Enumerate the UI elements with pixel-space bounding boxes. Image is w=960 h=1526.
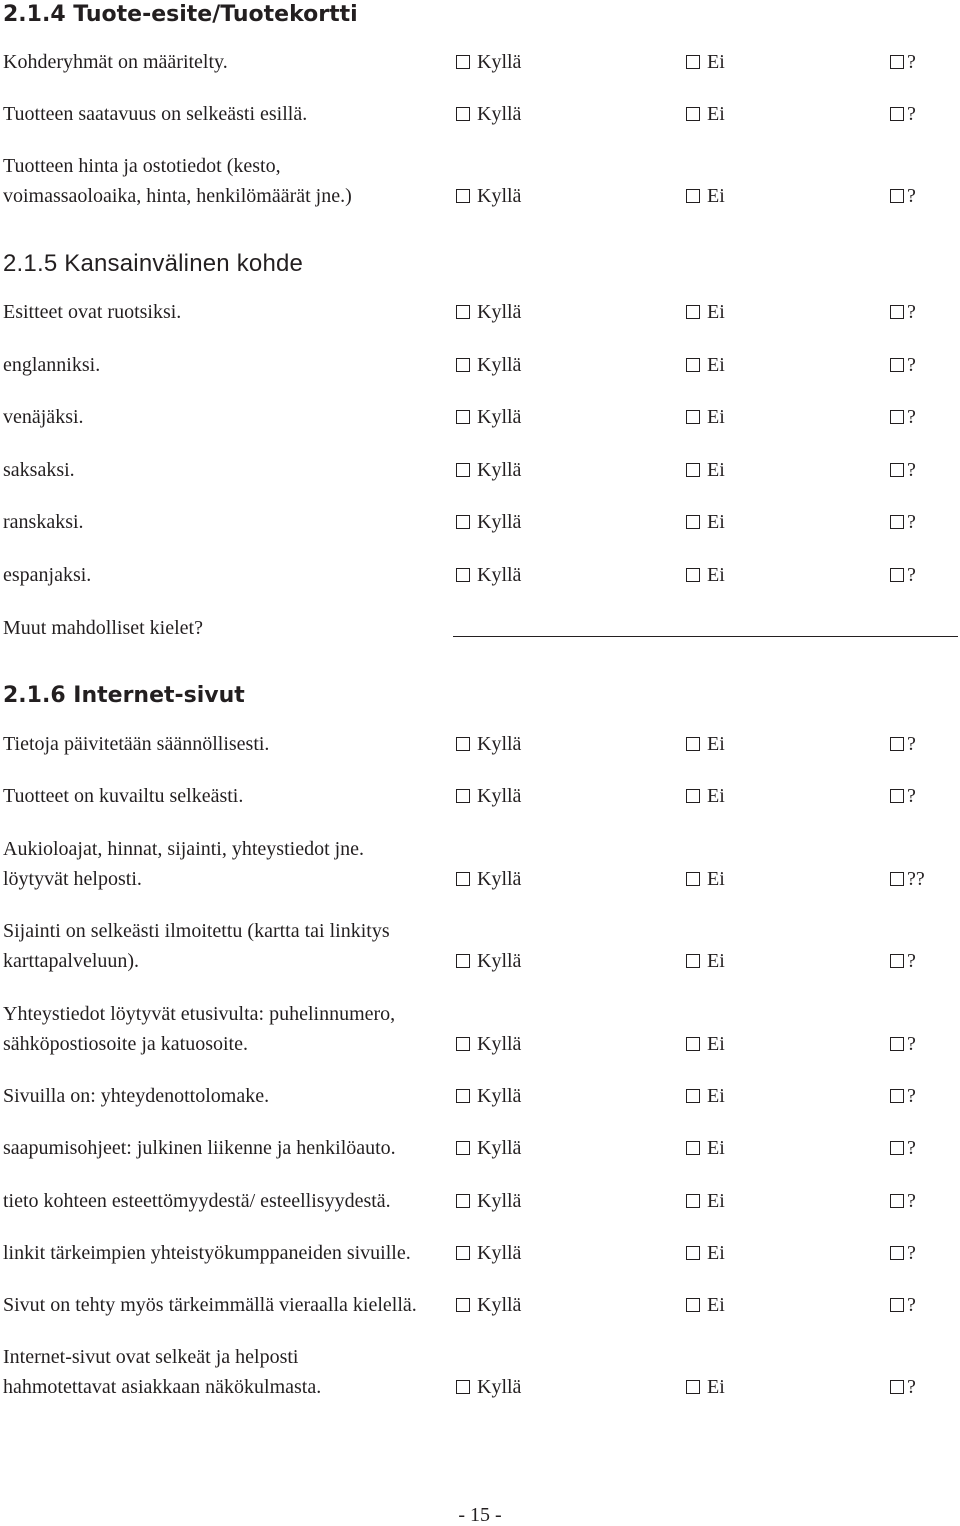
question-text: Muut mahdolliset kielet? [3,617,203,639]
checkbox-unsure[interactable] [890,353,916,377]
checkbox-yes[interactable] [456,1189,521,1213]
option-label-no: Ei [707,301,725,323]
checkbox-yes[interactable] [456,300,521,324]
option-label-unsure: ? [907,301,916,323]
checkbox-icon [890,358,904,372]
checkbox-icon [456,1037,470,1051]
checkbox-icon [686,410,700,424]
option-label-no: Ei [707,1085,725,1107]
checkbox-yes[interactable] [456,458,521,482]
checkbox-yes[interactable] [456,1375,521,1399]
checkbox-icon [890,463,904,477]
checkbox-no[interactable] [686,563,725,587]
checkbox-no[interactable] [686,949,725,973]
option-label-unsure: ? [907,406,916,428]
checkbox-icon [686,872,700,886]
checkbox-icon [456,189,470,203]
checkbox-icon [456,1089,470,1103]
checkbox-yes[interactable] [456,563,521,587]
option-label-yes: Kyllä [477,1376,522,1398]
question-text: Esitteet ovat ruotsiksi. [3,301,182,323]
option-label-no: Ei [707,564,725,586]
option-label-unsure: ? [907,354,916,376]
option-label-unsure: ? [907,1242,916,1264]
checkbox-no[interactable] [686,1032,725,1056]
option-label-no: Ei [707,1242,725,1264]
question-text: ranskaksi. [3,511,84,533]
question-text: englanniksi. [3,354,101,376]
option-label-yes: Kyllä [477,185,522,207]
option-label-unsure: ? [907,1137,916,1159]
question-text-line1: Yhteystiedot löytyvät etusivulta: puhelinnumero, [3,1003,396,1025]
option-label-no: Ei [707,1190,725,1212]
checkbox-icon [686,55,700,69]
question-text-line2: karttapalveluun). [3,950,140,972]
checkbox-yes[interactable] [456,184,521,208]
checkbox-unsure[interactable] [890,458,916,482]
checkbox-unsure[interactable] [890,1032,916,1056]
option-label-no: Ei [707,950,725,972]
checkbox-yes[interactable] [456,50,521,74]
question-text: Tuotteen saatavuus on selkeästi esillä. [3,103,308,125]
checkbox-no[interactable] [686,867,725,891]
checkbox-icon [686,1380,700,1394]
option-label-unsure: ? [907,950,916,972]
checkbox-unsure[interactable] [890,732,916,756]
question-text: Sivut on tehty myös tärkeimmällä vieraalla kielellä. [3,1294,417,1316]
checkbox-no[interactable] [686,1189,725,1213]
checkbox-yes[interactable] [456,1293,521,1317]
option-label-yes: Kyllä [477,1242,522,1264]
checkbox-yes[interactable] [456,102,521,126]
option-label-yes: Kyllä [477,51,522,73]
checkbox-unsure[interactable] [890,405,916,429]
checkbox-icon [686,515,700,529]
checkbox-icon [686,1037,700,1051]
checkbox-no[interactable] [686,353,725,377]
checkbox-icon [456,55,470,69]
option-label-yes: Kyllä [477,1294,522,1316]
option-label-unsure: ? [907,785,916,807]
checkbox-icon [890,1298,904,1312]
checkbox-yes[interactable] [456,1032,521,1056]
other-languages-answer-line[interactable] [453,636,958,637]
checkbox-icon [456,1141,470,1155]
checkbox-icon [456,789,470,803]
checkbox-yes[interactable] [456,405,521,429]
checkbox-icon [890,55,904,69]
checkbox-unsure[interactable] [890,1241,916,1265]
question-text: saksaksi. [3,459,75,481]
option-label-unsure: ? [907,564,916,586]
checkbox-icon [456,1246,470,1260]
checkbox-icon [456,515,470,529]
checkbox-icon [890,789,904,803]
checkbox-icon [686,107,700,121]
checkbox-icon [890,872,904,886]
checkbox-icon [890,410,904,424]
checkbox-icon [686,1194,700,1208]
checkbox-no[interactable] [686,184,725,208]
option-label-no: Ei [707,1376,725,1398]
option-label-no: Ei [707,354,725,376]
option-label-yes: Kyllä [477,301,522,323]
option-label-yes: Kyllä [477,564,522,586]
question-text: Tietoja päivitetään säännöllisesti. [3,733,270,755]
checkbox-unsure[interactable] [890,510,916,534]
option-label-yes: Kyllä [477,950,522,972]
option-label-unsure: ? [907,1294,916,1316]
checkbox-icon [686,1141,700,1155]
question-text: saapumisohjeet: julkinen liikenne ja henkilöauto. [3,1137,396,1159]
checkbox-no[interactable] [686,1241,725,1265]
checkbox-no[interactable] [686,784,725,808]
option-label-yes: Kyllä [477,511,522,533]
question-text: Kohderyhmät on määritelty. [3,51,228,73]
checkbox-icon [686,789,700,803]
option-label-yes: Kyllä [477,733,522,755]
checkbox-unsure[interactable] [890,184,916,208]
option-label-unsure: ? [907,1085,916,1107]
checkbox-icon [686,1246,700,1260]
option-label-no: Ei [707,868,725,890]
section-heading-2-1-5: 2.1.5 Kansainvälinen kohde [3,250,304,277]
option-label-no: Ei [707,733,725,755]
checkbox-icon [456,463,470,477]
checkbox-icon [456,872,470,886]
checkbox-yes[interactable] [456,353,521,377]
checkbox-icon [890,1246,904,1260]
checkbox-unsure[interactable] [890,50,916,74]
question-text-line1: Tuotteen hinta ja ostotiedot (kesto, [3,155,281,177]
checkbox-unsure[interactable] [890,784,916,808]
checkbox-yes[interactable] [456,1136,521,1160]
checkbox-yes[interactable] [456,510,521,534]
checkbox-unsure[interactable] [890,867,925,891]
checkbox-no[interactable] [686,405,725,429]
question-text-line2: löytyvät helposti. [3,868,142,890]
option-label-unsure: ? [907,733,916,755]
checkbox-icon [686,954,700,968]
checkbox-no[interactable] [686,510,725,534]
checkbox-icon [456,954,470,968]
checkbox-icon [686,568,700,582]
option-label-unsure: ? [907,51,916,73]
question-text: tieto kohteen esteettömyydestä/ esteellisyydestä. [3,1190,391,1212]
checkbox-no[interactable] [686,458,725,482]
checkbox-yes[interactable] [456,1241,521,1265]
checkbox-icon [890,954,904,968]
checkbox-icon [686,1298,700,1312]
option-label-yes: Kyllä [477,103,522,125]
checkbox-icon [890,737,904,751]
checkbox-yes[interactable] [456,732,521,756]
checkbox-no[interactable] [686,1293,725,1317]
option-label-yes: Kyllä [477,406,522,428]
option-label-unsure: ? [907,1033,916,1055]
option-label-unsure: ? [907,511,916,533]
question-text: Tuotteet on kuvailtu selkeästi. [3,785,244,807]
checkbox-icon [890,1141,904,1155]
checkbox-no[interactable] [686,300,725,324]
checkbox-icon [890,1089,904,1103]
checkbox-icon [456,1194,470,1208]
question-text: Sivuilla on: yhteydenottolomake. [3,1085,270,1107]
checkbox-unsure[interactable] [890,300,916,324]
checkbox-icon [686,463,700,477]
section-heading-2-1-6: 2.1.6 Internet-sivut [3,683,245,708]
page-number: - 15 - [458,1504,502,1526]
question-text-line2: sähköpostiosoite ja katuosoite. [3,1033,248,1055]
checkbox-icon [890,1194,904,1208]
option-label-unsure: ? [907,459,916,481]
option-label-yes: Kyllä [477,1033,522,1055]
checkbox-icon [890,107,904,121]
section-heading-2-1-4: 2.1.4 Tuote-esite/Tuotekortti [3,2,358,27]
checkbox-unsure[interactable] [890,1375,916,1399]
question-text-line2: voimassaoloaika, hinta, henkilömäärät jne.) [3,185,352,207]
checkbox-icon [686,189,700,203]
checkbox-icon [456,107,470,121]
checkbox-icon [456,410,470,424]
checkbox-icon [686,305,700,319]
checkbox-yes[interactable] [456,867,521,891]
option-label-no: Ei [707,1294,725,1316]
checkbox-yes[interactable] [456,784,521,808]
option-label-no: Ei [707,1137,725,1159]
question-text: venäjäksi. [3,406,84,428]
checkbox-unsure[interactable] [890,563,916,587]
option-label-no: Ei [707,1033,725,1055]
checkbox-icon [890,568,904,582]
checkbox-no[interactable] [686,1375,725,1399]
checkbox-unsure[interactable] [890,1189,916,1213]
checkbox-no[interactable] [686,50,725,74]
option-label-unsure-double: ?? [907,868,925,890]
checkbox-no[interactable] [686,1084,725,1108]
checkbox-icon [456,1380,470,1394]
option-label-no: Ei [707,511,725,533]
option-label-yes: Kyllä [477,868,522,890]
checkbox-icon [686,737,700,751]
checkbox-no[interactable] [686,102,725,126]
checkbox-unsure[interactable] [890,1084,916,1108]
checkbox-icon [890,1380,904,1394]
checkbox-no[interactable] [686,732,725,756]
option-label-no: Ei [707,51,725,73]
checkbox-yes[interactable] [456,1084,521,1108]
checkbox-unsure[interactable] [890,949,916,973]
option-label-no: Ei [707,459,725,481]
option-label-yes: Kyllä [477,1190,522,1212]
option-label-yes: Kyllä [477,1085,522,1107]
checkbox-icon [456,568,470,582]
question-text: espanjaksi. [3,564,92,586]
checkbox-icon [686,1089,700,1103]
checkbox-unsure[interactable] [890,1136,916,1160]
checkbox-yes[interactable] [456,949,521,973]
question-text-line1: Aukioloajat, hinnat, sijainti, yhteystiedot jne. [3,838,365,860]
option-label-no: Ei [707,185,725,207]
question-text-line2: hahmotettavat asiakkaan näkökulmasta. [3,1376,322,1398]
option-label-yes: Kyllä [477,1137,522,1159]
checkbox-icon [890,189,904,203]
option-label-no: Ei [707,103,725,125]
checkbox-icon [890,1037,904,1051]
question-text-line1: Sijainti on selkeästi ilmoitettu (kartta tai linkitys [3,920,390,942]
checkbox-no[interactable] [686,1136,725,1160]
checkbox-unsure[interactable] [890,102,916,126]
checkbox-icon [890,515,904,529]
option-label-yes: Kyllä [477,354,522,376]
checkbox-icon [456,305,470,319]
option-label-no: Ei [707,785,725,807]
option-label-unsure: ? [907,185,916,207]
option-label-no: Ei [707,406,725,428]
checkbox-icon [890,305,904,319]
option-label-unsure: ? [907,103,916,125]
option-label-yes: Kyllä [477,459,522,481]
checkbox-icon [686,358,700,372]
checkbox-icon [456,737,470,751]
checkbox-unsure[interactable] [890,1293,916,1317]
question-text: linkit tärkeimpien yhteistyökumppaneiden sivuille. [3,1242,411,1264]
option-label-unsure: ? [907,1376,916,1398]
option-label-unsure: ? [907,1190,916,1212]
option-label-yes: Kyllä [477,785,522,807]
checkbox-icon [456,358,470,372]
question-text-line1: Internet-sivut ovat selkeät ja helposti [3,1346,299,1368]
checkbox-icon [456,1298,470,1312]
